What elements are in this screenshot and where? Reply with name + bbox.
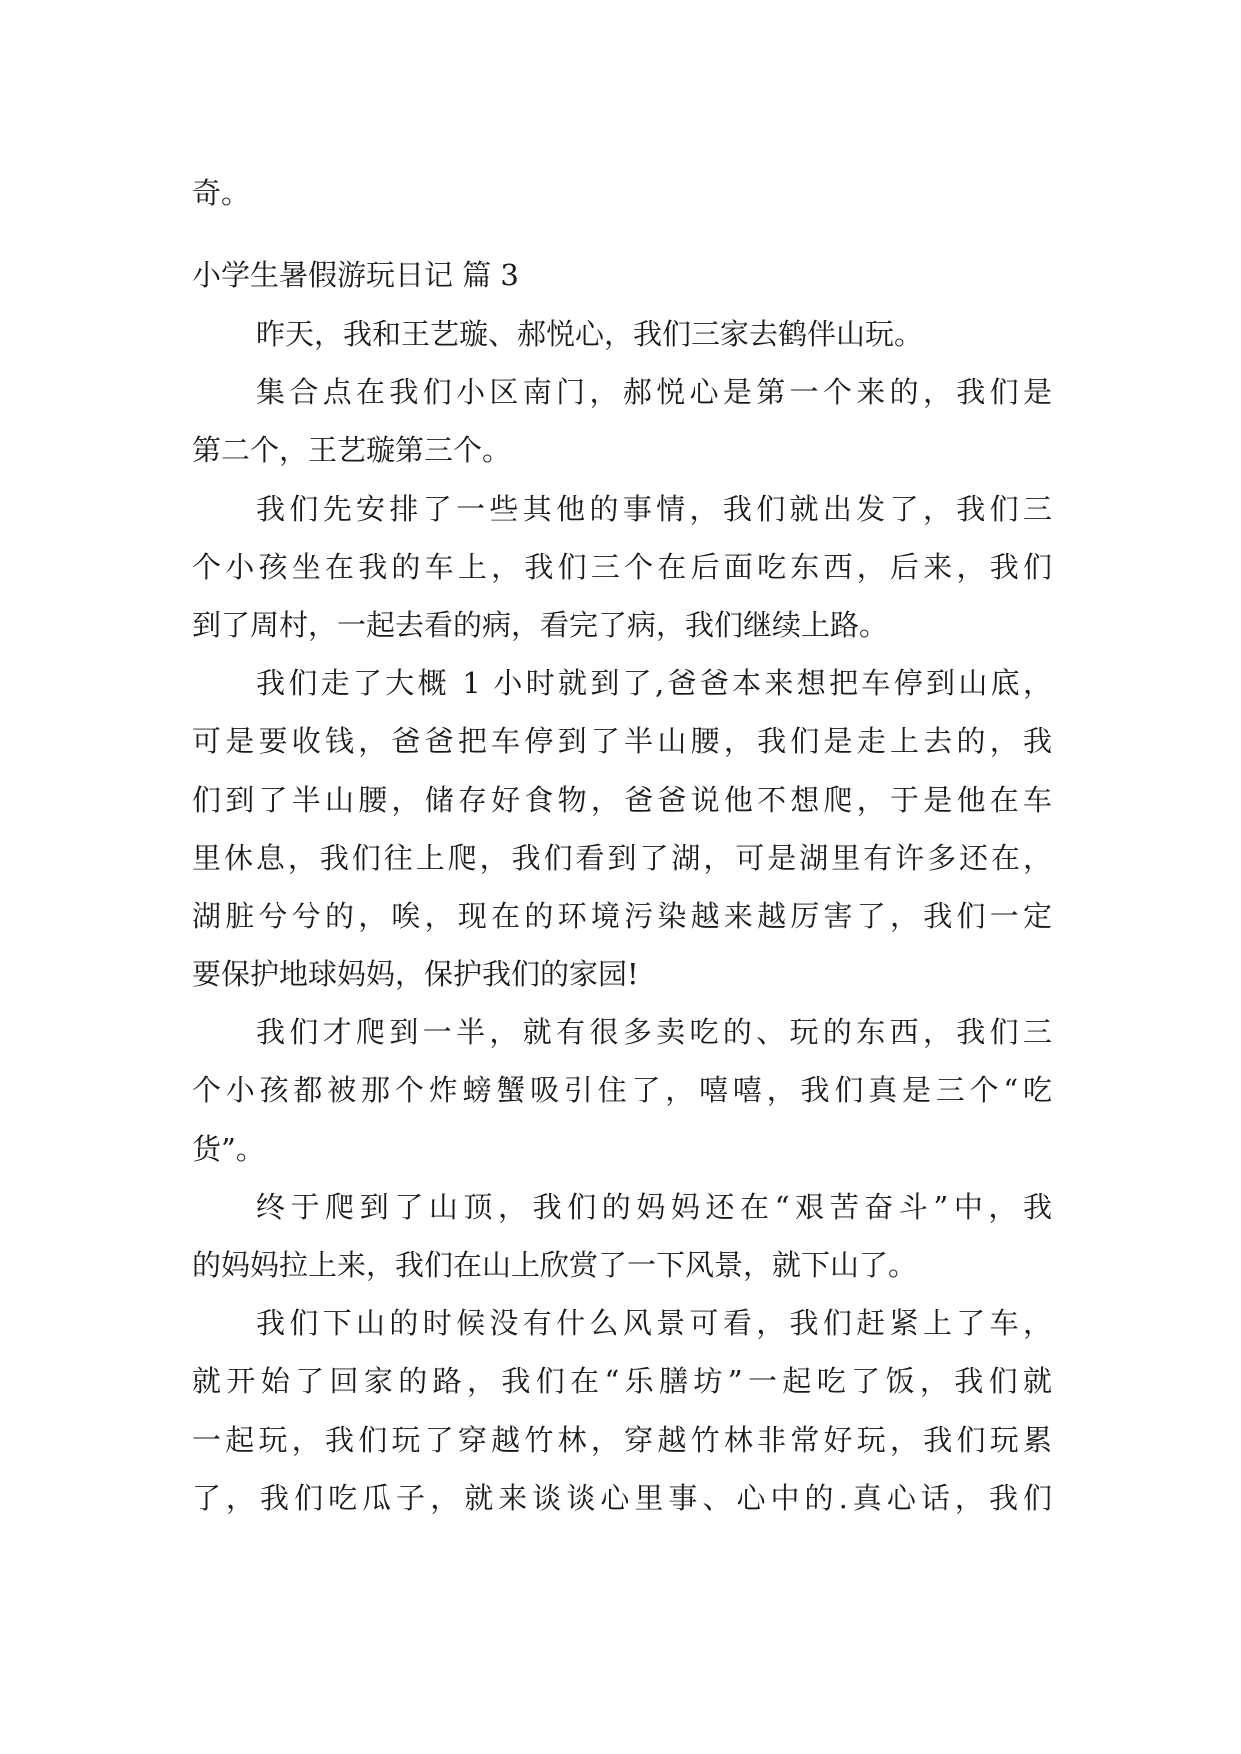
text-line: 我们下山的时候没有什么风景可看，我们赶紧上了车， (256, 1306, 1052, 1341)
text-line: 要保护地球妈妈，保护我们的家园! (192, 957, 639, 992)
text-line: 我们走了大概 1 小时就到了,爸爸本来想把车停到山底， (256, 666, 1052, 701)
text-line: 里休息，我们往上爬，我们看到了湖，可是湖里有许多还在， (192, 840, 1052, 875)
body-text (192, 305, 1052, 1527)
text-line: 到了周村，一起去看的病，看完了病，我们继续上路。 (192, 607, 889, 642)
section-title: 小学生暑假游玩日记 篇 3 (192, 258, 519, 292)
text-line: 了，我们吃瓜子，就来谈谈心里事、心中的.真心话，我们 (192, 1480, 1052, 1515)
text-line: 可是要收钱，爸爸把车停到了半山腰，我们是走上去的，我 (192, 724, 1052, 759)
text-line: 个小孩坐在我的车上，我们三个在后面吃东西，后来，我们 (192, 549, 1052, 584)
text-line: 就开始了回家的路，我们在“乐膳坊”一起吃了饭，我们就 (192, 1364, 1052, 1399)
text-line: 们到了半山腰，储存好食物，爸爸说他不想爬，于是他在车 (192, 782, 1052, 817)
text-line: 的妈妈拉上来，我们在山上欣赏了一下风景，就下山了。 (192, 1248, 918, 1282)
text-line: 集合点在我们小区南门，郝悦心是第一个来的，我们是 (256, 375, 1052, 410)
text-line: 湖脏兮兮的，唉，现在的环境污染越来越厉害了，我们一定 (192, 898, 1052, 933)
text-line: 终于爬到了山顶，我们的妈妈还在“艰苦奋斗”中，我 (256, 1189, 1052, 1224)
text-line: 我们才爬到一半，就有很多卖吃的、玩的东西，我们三 (256, 1015, 1052, 1050)
text-line: 第二个，王艺璇第三个。 (192, 433, 512, 468)
text-line: 货”。 (192, 1131, 265, 1166)
text-line: 个小孩都被那个炸螃蟹吸引住了，嘻嘻，我们真是三个“吃 (192, 1073, 1052, 1108)
text-line: 我们先安排了一些其他的事情，我们就出发了，我们三 (256, 491, 1052, 526)
text-line: 一起玩，我们玩了穿越竹林，穿越竹林非常好玩，我们玩累 (192, 1422, 1052, 1457)
continuation-text: 奇。 (192, 176, 251, 210)
text-line: 昨天，我和王艺璇、郝悦心，我们三家去鹤伴山玩。 (256, 317, 924, 351)
